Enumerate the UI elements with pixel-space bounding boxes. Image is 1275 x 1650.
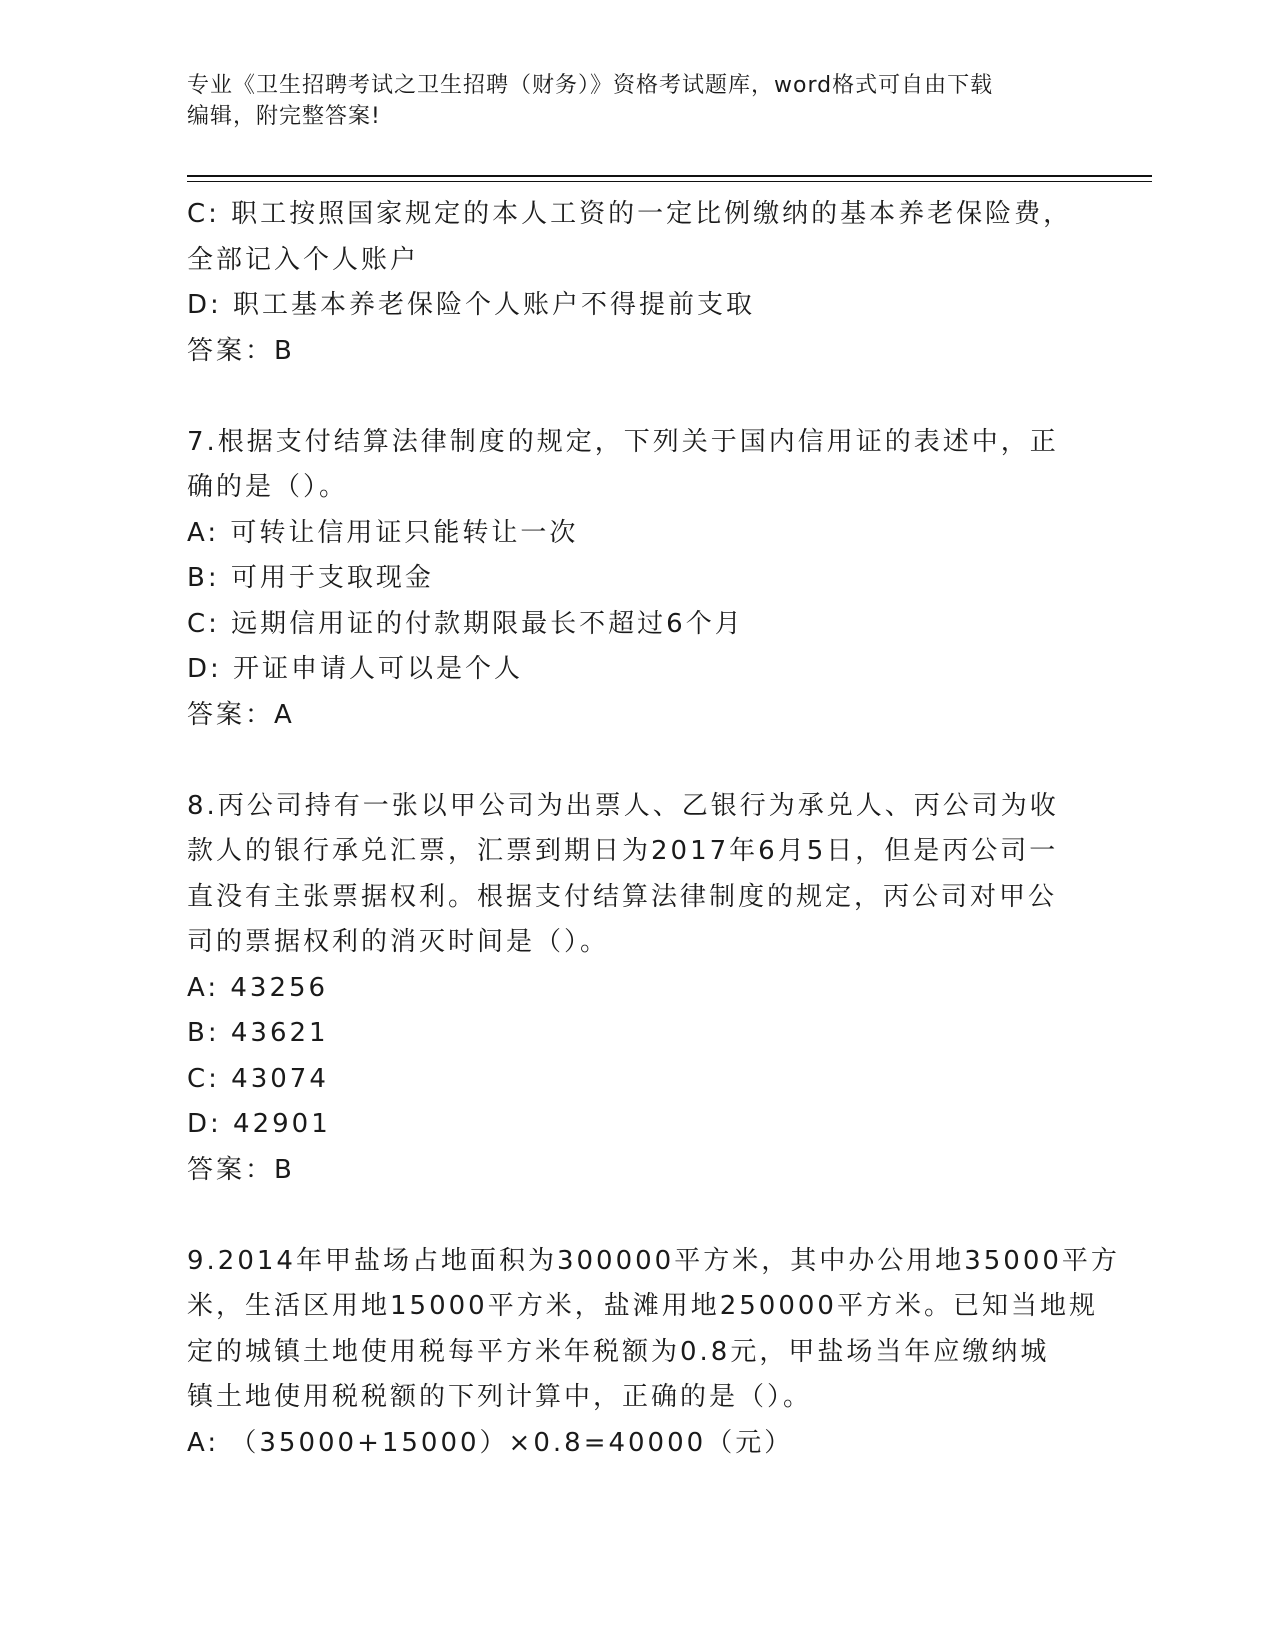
option-d xyxy=(187,1102,1087,1148)
answer-line xyxy=(187,329,1087,375)
answer-line xyxy=(187,693,1087,739)
option-a xyxy=(187,966,1087,1012)
text-line: 司的票据权利的消灭时间是（）。 xyxy=(187,927,610,957)
header-line-1: 专业《卫生招聘考试之卫生招聘（财务）》资格考试题库，word格式可自由下载 xyxy=(187,73,994,98)
question-gap xyxy=(187,1193,1087,1239)
text-line: 8.丙公司持有一张以甲公司为出票人、乙银行为承兑人、丙公司为收 xyxy=(187,790,1059,821)
question-gap xyxy=(187,738,1087,784)
text-line: B: 可用于支取现金 xyxy=(187,563,434,593)
question-stem xyxy=(187,1239,1120,1421)
text-line: 答案：B xyxy=(187,1154,295,1185)
text-line: C: 远期信用证的付款期限最长不超过6个月 xyxy=(187,608,744,639)
question-gap xyxy=(187,374,1087,420)
text-line: 款人的银行承兑汇票，汇票到期日为2017年6月5日，但是丙公司一 xyxy=(187,836,1059,866)
option-b xyxy=(187,556,1087,602)
text-line: 答案：B xyxy=(187,335,295,366)
text-line: 镇土地使用税税额的下列计算中，正确的是（）。 xyxy=(187,1382,813,1412)
header-rule-thin xyxy=(187,181,1152,182)
text-line: 确的是（）。 xyxy=(187,472,349,502)
header-rule-thick xyxy=(187,175,1152,177)
text-line: B: 43621 xyxy=(187,1018,329,1048)
option-d xyxy=(187,647,1087,693)
text-line: C: 43074 xyxy=(187,1063,329,1094)
header-line-2: 编辑，附完整答案! xyxy=(187,104,381,129)
question-content xyxy=(187,192,1120,1466)
text-line: 9.2014年甲盐场占地面积为300000平方米，其中办公用地35000平方 xyxy=(187,1245,1120,1276)
option-c xyxy=(187,1057,1087,1103)
option-a xyxy=(187,1421,1087,1467)
text-line: 直没有主张票据权利。根据支付结算法律制度的规定，丙公司对甲公 xyxy=(187,881,1058,912)
option-a xyxy=(187,511,1087,557)
text-line: A: 43256 xyxy=(187,972,329,1003)
text-line: 全部记入个人账户 xyxy=(187,244,420,275)
text-line: A: （35000+15000）×0.8=40000（元） xyxy=(187,1427,794,1458)
document-header xyxy=(187,70,1087,132)
option-b xyxy=(187,1011,1087,1057)
text-line: 定的城镇土地使用税每平方米年税额为0.8元，甲盐场当年应缴纳城 xyxy=(187,1336,1050,1367)
text-line: D: 职工基本养老保险个人账户不得提前支取 xyxy=(187,290,756,320)
text-line: 7.根据支付结算法律制度的规定，下列关于国内信用证的表述中，正 xyxy=(187,426,1059,457)
option-d xyxy=(187,283,1087,329)
option-c xyxy=(187,192,1087,283)
question-stem xyxy=(187,784,1087,966)
text-line: C: 职工按照国家规定的本人工资的一定比例缴纳的基本养老保险费， xyxy=(187,199,1073,229)
text-line: D: 开证申请人可以是个人 xyxy=(187,654,524,684)
question-stem xyxy=(187,420,1087,511)
text-line: D: 42901 xyxy=(187,1109,331,1139)
text-line: A: 可转让信用证只能转让一次 xyxy=(187,517,579,548)
answer-line xyxy=(187,1148,1087,1194)
option-c xyxy=(187,602,1087,648)
text-line: 米，生活区用地15000平方米，盐滩用地250000平方米。已知当地规 xyxy=(187,1291,1098,1321)
text-line: 答案：A xyxy=(187,699,295,730)
